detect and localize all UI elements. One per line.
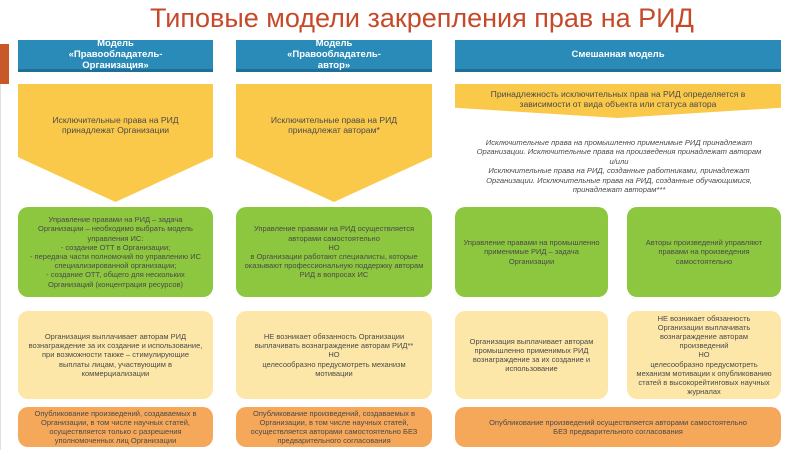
accent-bar <box>0 44 9 84</box>
arrow-author-text: Исключительные права на РИД принадлежат авторам* <box>270 115 398 135</box>
mixed-management-right-box: Авторы произведений управляют правами на произведения самостоятельно <box>627 207 781 297</box>
header-org-model: Модель «Правообладатель-Организация» <box>18 40 213 72</box>
page-title: Типовые модели закрепления прав на РИД <box>150 3 694 33</box>
arrow-org-text: Исключительные права на РИД принадлежат Организации <box>52 115 179 135</box>
mixed-remuneration-right-box: НЕ возникает обязанность Организации выплачивать вознаграждение авторам произведений НО целесообразно предусмотреть механизм мотивации к опубликованию статей в высокорейтинговых научных журналах <box>627 311 781 399</box>
mixed-model-note: Исключительные права на промышленно применимые РИД принадлежат Организации. Исключительные права на произведения принадлежат авторам и/или Исключительные права на РИД, созданные работниками, принадлежат Организации. Исключительные права на РИД, созданные обучающимися, принадлежат авторам*** <box>476 138 762 195</box>
org-management-box: Управление правами на РИД – задача Организации – необходимо выбрать модель управления ИС: - создание ОТТ в Организации; - передача части полномочий по управлению ИС специализированной организации; - создание ОТТ, общего для нескольких Организаций (концентрация ресурсов) <box>18 207 213 297</box>
mixed-management-left-box: Управление правами на промышленно применимые РИД – задача Организации <box>455 207 608 297</box>
org-publication-box: Опубликование произведений, создаваемых в Организации, в том числе научных статей, осуществляется только с разрешения уполномоченных лиц Организации <box>18 407 213 447</box>
mixed-remuneration-left-box: Организация выплачивает авторам промышленно применимых РИД вознаграждение за их создание и использование <box>455 311 608 399</box>
author-remuneration-box: НЕ возникает обязанность Организации выплачивать вознаграждение авторам РИД** НО целесообразно предусмотреть механизм мотивации <box>236 311 432 399</box>
arrow-mixed-text: Принадлежность исключительных прав на РИД определяется в зависимости от вида объекта или статуса автора <box>490 89 746 109</box>
left-divider-line <box>0 84 1 450</box>
mixed-publication-box: Опубликование произведений осуществляется авторами самостоятельно БЕЗ предварительного согласования <box>455 407 781 447</box>
org-remuneration-box: Организация выплачивает авторам РИД вознаграждение за их создание и использование, при возможности также – стимулирующие выплаты лицам, участвующим в коммерциализации <box>18 311 213 399</box>
author-publication-box: Опубликование произведений, создаваемых в Организации, в том числе научных статей, осуществляется авторами самостоятельно БЕЗ предварительного согласования <box>236 407 432 447</box>
header-author-model: Модель «Правообладатель-автор» <box>236 40 432 72</box>
header-mixed-model: Смешанная модель <box>455 40 781 72</box>
author-management-box: Управление правами на РИД осуществляется авторами самостоятельно НО в Организации работают специалисты, которые оказывают профессиональную поддержку авторам РИД в вопросах ИС <box>236 207 432 297</box>
